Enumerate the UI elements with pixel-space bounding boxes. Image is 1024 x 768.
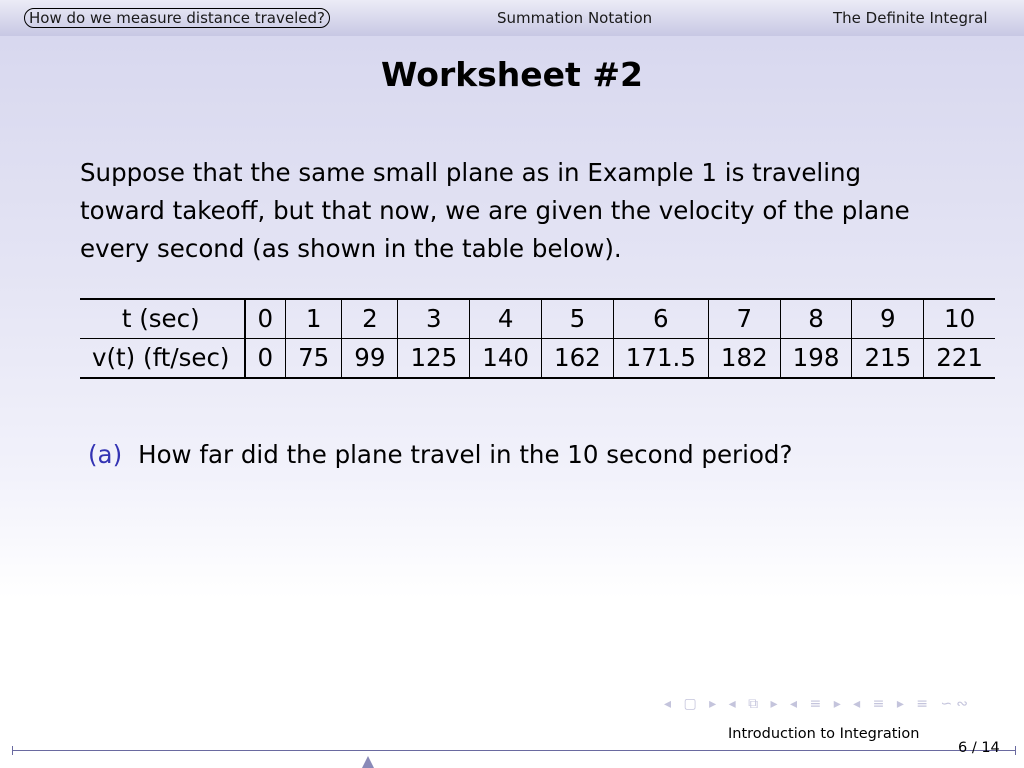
table-row-label: t (sec) bbox=[80, 299, 245, 339]
table-cell: 7 bbox=[708, 299, 780, 339]
nav-section-summation[interactable]: Summation Notation bbox=[497, 9, 653, 27]
velocity-table bbox=[80, 298, 995, 379]
table-cell: 1 bbox=[286, 299, 342, 339]
table-cell: 8 bbox=[780, 299, 852, 339]
table-cell: 162 bbox=[542, 339, 614, 379]
table-cell: 3 bbox=[398, 299, 470, 339]
section-navigation-bar bbox=[0, 0, 1024, 36]
progress-marker-icon bbox=[362, 756, 374, 768]
table-cell: 0 bbox=[245, 339, 286, 379]
table-cell: 125 bbox=[398, 339, 470, 379]
problem-line: every second (as shown in the table below). bbox=[80, 234, 622, 263]
problem-statement bbox=[80, 154, 960, 268]
table-row-time bbox=[80, 299, 995, 339]
question-label: (a) bbox=[88, 440, 123, 469]
table-cell: 75 bbox=[286, 339, 342, 379]
question-text: How far did the plane travel in the 10 second period? bbox=[138, 440, 793, 469]
table-cell: 4 bbox=[470, 299, 542, 339]
table-cell: 215 bbox=[852, 339, 924, 379]
table-cell: 171.5 bbox=[613, 339, 708, 379]
table-cell: 0 bbox=[245, 299, 286, 339]
nav-section-definite-integral[interactable]: The Definite Integral bbox=[833, 9, 988, 27]
table-row-velocity bbox=[80, 339, 995, 379]
table-cell: 140 bbox=[470, 339, 542, 379]
table-cell: 9 bbox=[852, 299, 924, 339]
table-cell: 99 bbox=[342, 339, 398, 379]
table-cell: 198 bbox=[780, 339, 852, 379]
table-cell: 221 bbox=[924, 339, 995, 379]
problem-line: toward takeoff, but that now, we are given the velocity of the plane bbox=[80, 196, 910, 225]
table-row-label: v(t) (ft/sec) bbox=[92, 343, 230, 372]
table-cell: 182 bbox=[708, 339, 780, 379]
table-cell: 10 bbox=[924, 299, 995, 339]
table-cell: 2 bbox=[342, 299, 398, 339]
footer-title: Introduction to Integration bbox=[728, 726, 920, 742]
problem-line: Suppose that the same small plane as in Example 1 is traveling bbox=[80, 158, 862, 187]
page-number: 6 / 14 bbox=[958, 740, 1000, 756]
velocity-table-container bbox=[80, 298, 1024, 382]
table-cell: 5 bbox=[542, 299, 614, 339]
nav-section-distance[interactable]: How do we measure distance traveled? bbox=[24, 8, 330, 28]
beamer-navigation-icons[interactable]: ◂ ▢ ▸ ◂ ⧉ ▸ ◂ ≡ ▸ ◂ ≡ ▸ ≡ ∽∾ bbox=[664, 696, 972, 712]
footer-progress-rule bbox=[12, 750, 1016, 751]
question-a bbox=[88, 436, 793, 474]
slide-title: Worksheet #2 bbox=[381, 55, 643, 94]
table-cell: 6 bbox=[613, 299, 708, 339]
